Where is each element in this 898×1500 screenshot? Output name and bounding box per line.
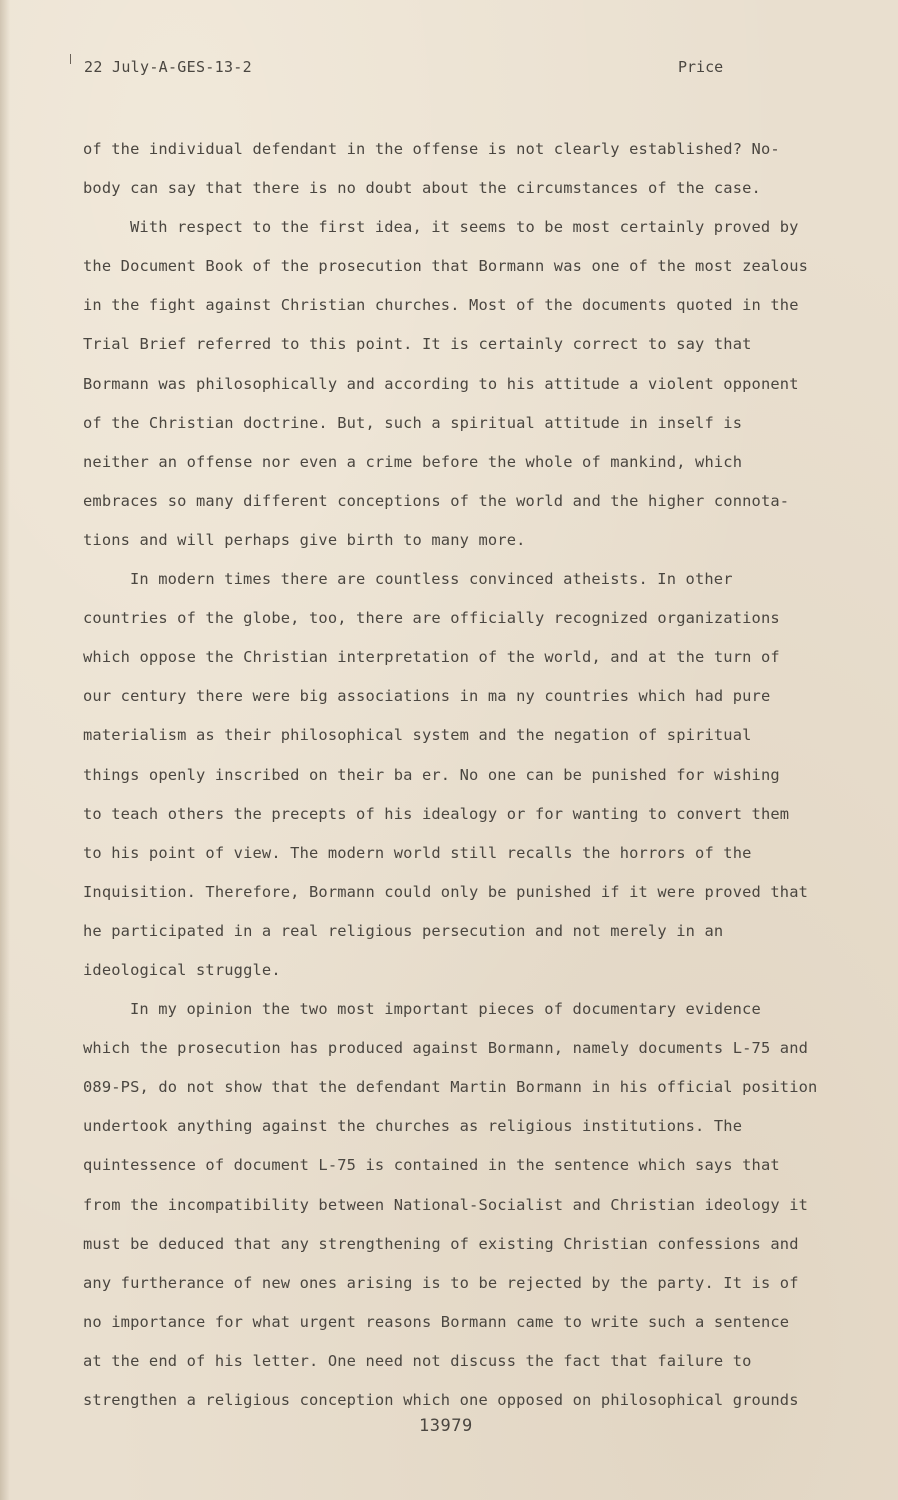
document-reference: 22 July-A-GES-13-2 bbox=[84, 58, 252, 76]
text-line: With respect to the first idea, it seems to be most certainly proved by bbox=[130, 218, 799, 237]
text-line: ideological struggle. bbox=[83, 960, 281, 979]
text-line: of the individual defendant in the offense is not clearly established? No- bbox=[83, 140, 780, 158]
margin-tick-mark bbox=[70, 54, 74, 64]
text-line: things openly inscribed on their ba er. No one can be punished for wishing bbox=[83, 765, 780, 784]
text-line: the Document Book of the prosecution that Bormann was one of the most zealous bbox=[83, 257, 809, 276]
text-line: materialism as their philosophical system and the negation of spiritual bbox=[83, 726, 752, 745]
text-line: undertook anything against the churches as religious institutions. The bbox=[83, 1117, 743, 1136]
text-line: no importance for what urgent reasons Bormann came to write such a sentence bbox=[83, 1312, 790, 1331]
text-line: in the fight against Christian churches. Most of the documents quoted in the bbox=[83, 296, 799, 315]
page-edge-shadow bbox=[0, 0, 10, 1500]
text-line: countries of the globe, too, there are officially recognized organizations bbox=[83, 609, 780, 628]
text-line: Bormann was philosophically and according to his attitude a violent opponent bbox=[83, 374, 799, 393]
text-line: to his point of view. The modern world still recalls the horrors of the bbox=[83, 843, 752, 862]
text-line: which the prosecution has produced against Bormann, namely documents L-75 and bbox=[83, 1039, 809, 1058]
transcript-body bbox=[83, 136, 843, 1426]
text-line: body can say that there is no doubt about the circumstances of the case. bbox=[83, 179, 761, 198]
text-line: he participated in a real religious persecution and not merely in an bbox=[83, 921, 724, 940]
text-line: 089-PS, do not show that the defendant Martin Bormann in his official position bbox=[83, 1078, 818, 1097]
text-line: neither an offense nor even a crime before the whole of mankind, which bbox=[83, 452, 743, 471]
page-number: 13979 bbox=[419, 1416, 473, 1436]
text-line: from the incompatibility between National-Socialist and Christian ideology it bbox=[83, 1195, 809, 1214]
text-line: In modern times there are countless convinced atheists. In other bbox=[130, 570, 733, 589]
text-line: of the Christian doctrine. But, such a spiritual attitude in inself is bbox=[83, 413, 743, 432]
text-line: quintessence of document L-75 is contained in the sentence which says that bbox=[83, 1156, 780, 1175]
text-line: at the end of his letter. One need not discuss the fact that failure to bbox=[83, 1351, 752, 1370]
text-line: Trial Brief referred to this point. It is certainly correct to say that bbox=[83, 335, 752, 354]
text-line: strengthen a religious conception which one opposed on philosophical grounds bbox=[83, 1391, 799, 1409]
text-line: to teach others the precepts of his idealogy or for wanting to convert them bbox=[83, 804, 790, 823]
speaker-name: Price bbox=[678, 58, 724, 76]
text-line: any furtherance of new ones arising is to be rejected by the party. It is of bbox=[83, 1273, 799, 1292]
text-line: Inquisition. Therefore, Bormann could only be punished if it were proved that bbox=[83, 882, 809, 901]
text-line: tions and will perhaps give birth to many more. bbox=[83, 530, 526, 549]
text-line: In my opinion the two most important pieces of documentary evidence bbox=[130, 1000, 761, 1019]
text-line: embraces so many different conceptions of the world and the higher connota- bbox=[83, 491, 790, 510]
text-line: must be deduced that any strengthening of existing Christian confessions and bbox=[83, 1234, 799, 1253]
text-line: our century there were big associations in ma ny countries which had pure bbox=[83, 687, 771, 706]
text-line: which oppose the Christian interpretation of the world, and at the turn of bbox=[83, 648, 780, 667]
